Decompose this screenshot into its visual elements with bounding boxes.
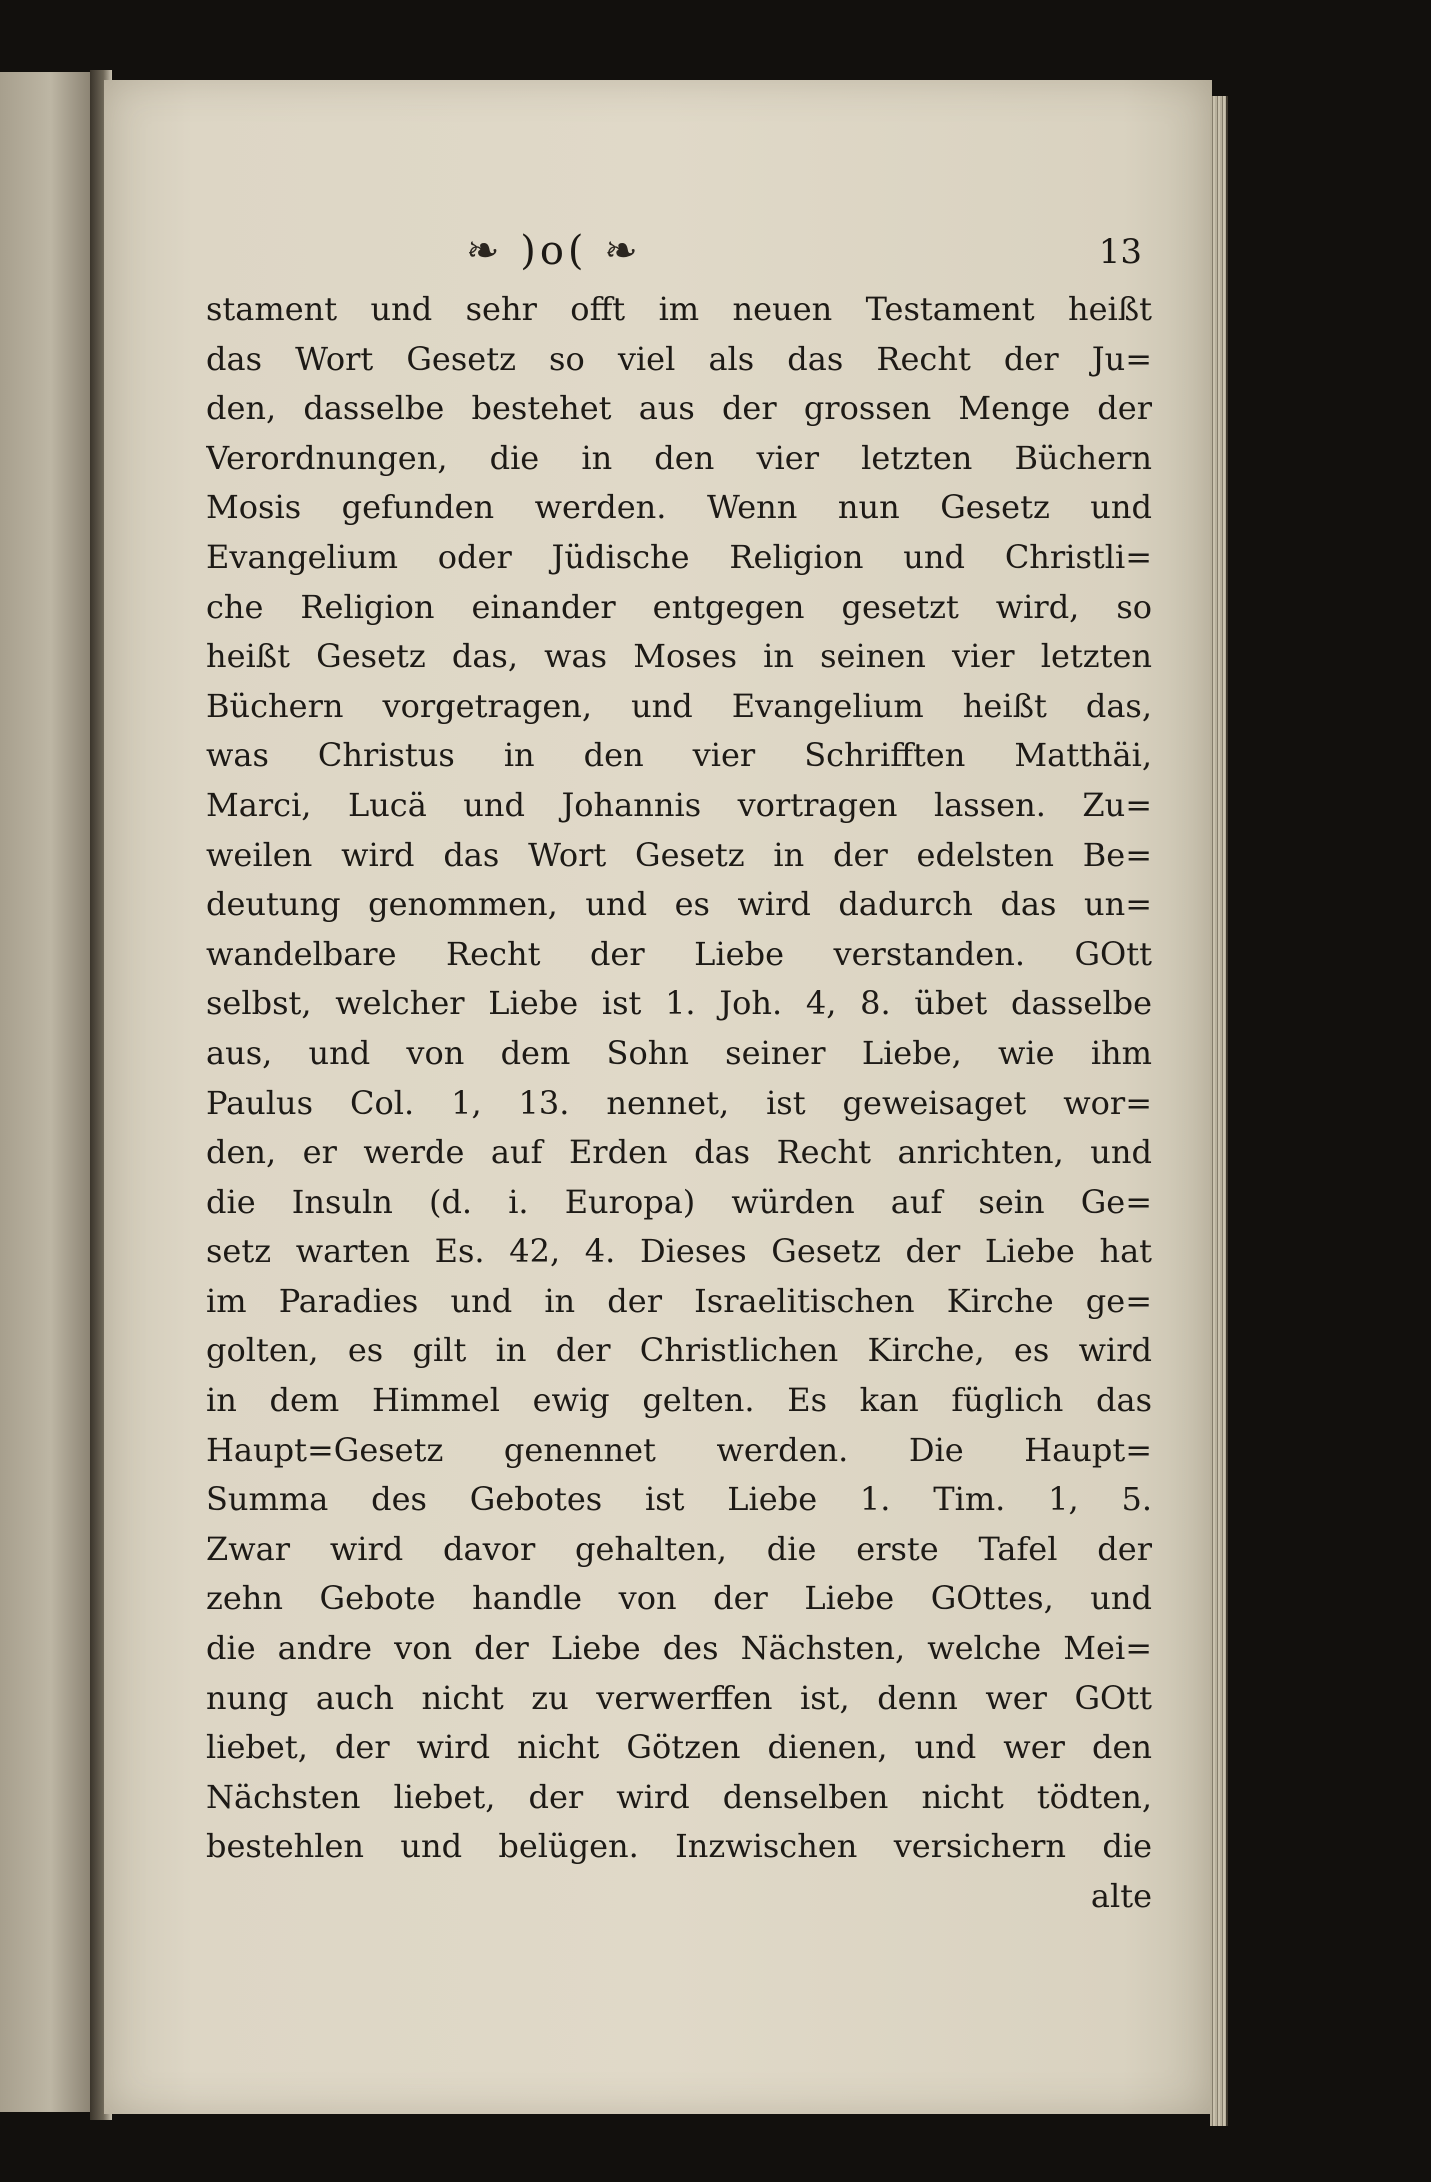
header-ornament	[466, 228, 642, 274]
text-line: den, dasselbe bestehet aus der grossen Menge der	[206, 389, 1152, 428]
text-line: den, er werde auf Erden das Recht anrichten, und	[206, 1133, 1152, 1172]
text-line: Haupt=Gesetz genennet werden. Die Haupt=	[206, 1430, 1152, 1469]
text-line: wandelbare Recht der Liebe verstanden. GOtt	[206, 934, 1152, 973]
text-line: stament und sehr offt im neuen Testament heißt	[206, 290, 1152, 328]
ornament-center: )o(	[520, 228, 588, 274]
text-line: deutung genommen, und es wird dadurch das un=	[206, 885, 1152, 924]
text-line: weilen wird das Wort Gesetz in der edelsten Be=	[206, 835, 1152, 874]
text-line: in dem Himmel ewig gelten. Es kan füglich das	[206, 1381, 1152, 1420]
text-line: golten, es gilt in der Christlichen Kirche, es wird	[206, 1331, 1152, 1370]
text-line: nung auch nicht zu verwerffen ist, denn wer GOtt	[206, 1678, 1152, 1717]
text-line: che Religion einander entgegen gesetzt wird, so	[206, 587, 1152, 626]
text-line: Mosis gefunden werden. Wenn nun Gesetz und	[206, 488, 1152, 527]
text-line: Marci, Lucä und Johannis vortragen lassen. Zu=	[206, 785, 1152, 824]
text-line: was Christus in den vier Schrifften Matthäi,	[206, 736, 1152, 775]
fleuron-left-icon: ❧	[466, 228, 521, 274]
text-line: die andre von der Liebe des Nächsten, welche Mei=	[206, 1629, 1152, 1668]
text-line: zehn Gebote handle von der Liebe GOttes, und	[206, 1579, 1152, 1618]
text-line: bestehlen und belügen. Inzwischen versichern die	[206, 1827, 1152, 1866]
text-line: setz warten Es. 42, 4. Dieses Gesetz der Liebe hat	[206, 1232, 1152, 1271]
text-line: Paulus Col. 1, 13. nennet, ist geweisaget wor=	[206, 1083, 1152, 1122]
running-header	[190, 228, 1150, 274]
text-line: heißt Gesetz das, was Moses in seinen vier letzten	[206, 637, 1152, 676]
text-line: im Paradies und in der Israelitischen Kirche ge=	[206, 1281, 1152, 1320]
text-line: selbst, welcher Liebe ist 1. Joh. 4, 8. übet dasselbe	[206, 984, 1152, 1023]
text-line: die Insuln (d. i. Europa) würden auf sein Ge=	[206, 1182, 1152, 1221]
page-number: 13	[1098, 232, 1142, 272]
text-line: Nächsten liebet, der wird denselben nicht tödten,	[206, 1777, 1152, 1816]
text-line: das Wort Gesetz so viel als das Recht der Ju=	[206, 339, 1152, 378]
catchword: alte	[1090, 1877, 1152, 1915]
facing-page-edge	[0, 72, 94, 2112]
text-line: Evangelium oder Jüdische Religion und Christli=	[206, 537, 1152, 576]
text-line: Verordnungen, die in den vier letzten Büchern	[206, 438, 1152, 477]
text-line: Summa des Gebotes ist Liebe 1. Tim. 1, 5.	[206, 1480, 1152, 1519]
text-line: liebet, der wird nicht Götzen dienen, und wer den	[206, 1728, 1152, 1767]
text-line: Büchern vorgetragen, und Evangelium heißt das,	[206, 686, 1152, 725]
text-line: aus, und von dem Sohn seiner Liebe, wie ihm	[206, 1033, 1152, 1072]
page-stack-edge	[1210, 96, 1228, 2126]
fleuron-right-icon: ❧	[587, 228, 642, 274]
body-text	[206, 285, 1152, 1922]
text-line: Zwar wird davor gehalten, die erste Tafel der	[206, 1529, 1152, 1568]
